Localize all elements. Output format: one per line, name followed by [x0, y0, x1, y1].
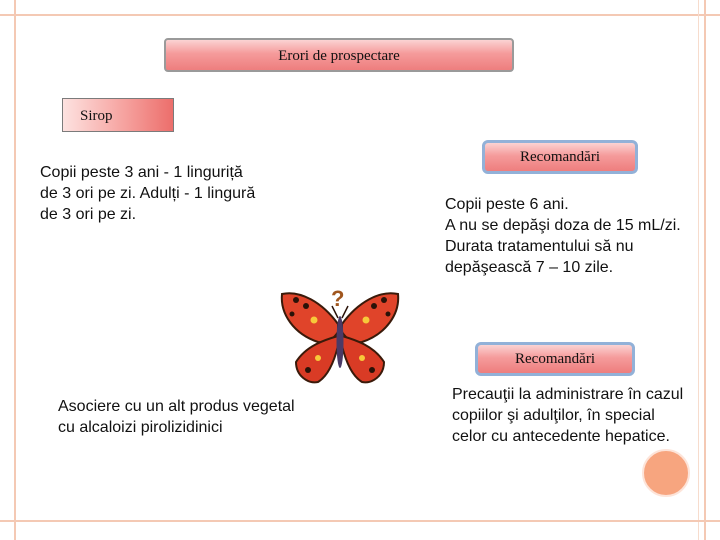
recommendation-label-1: Recomandări [482, 140, 638, 174]
recommendation-text-2: Precauţii la administrare în cazul copiilor şi adulţilor, în special celor cu antecedente hepatice. [452, 386, 684, 445]
frame-top-line [0, 14, 720, 16]
association-text: Asociere cu un alt produs vegetal cu alcaloizi pirolizidinici [58, 398, 295, 436]
frame-right-inner-line [698, 0, 699, 540]
question-mark: ? [331, 286, 345, 311]
accent-circle [642, 449, 690, 497]
dosage-text: Copii peste 3 ani - 1 linguriță de 3 ori pe zi. Adulți - 1 lingură de 3 ori pe zi. [40, 164, 256, 223]
slide-title: Erori de prospectare [164, 38, 514, 72]
frame-right-line [704, 0, 706, 540]
frame-bottom-line [0, 520, 720, 522]
frame-left-line [14, 0, 16, 540]
recommendation-text-1: Copii peste 6 ani. A nu se depăşi doza de 15 mL/zi. Durata tratamentului să nu depăşească 7 – 10 zile. [445, 196, 681, 276]
section-label: Sirop [62, 98, 174, 132]
recommendation-label-2: Recomandări [475, 342, 635, 376]
